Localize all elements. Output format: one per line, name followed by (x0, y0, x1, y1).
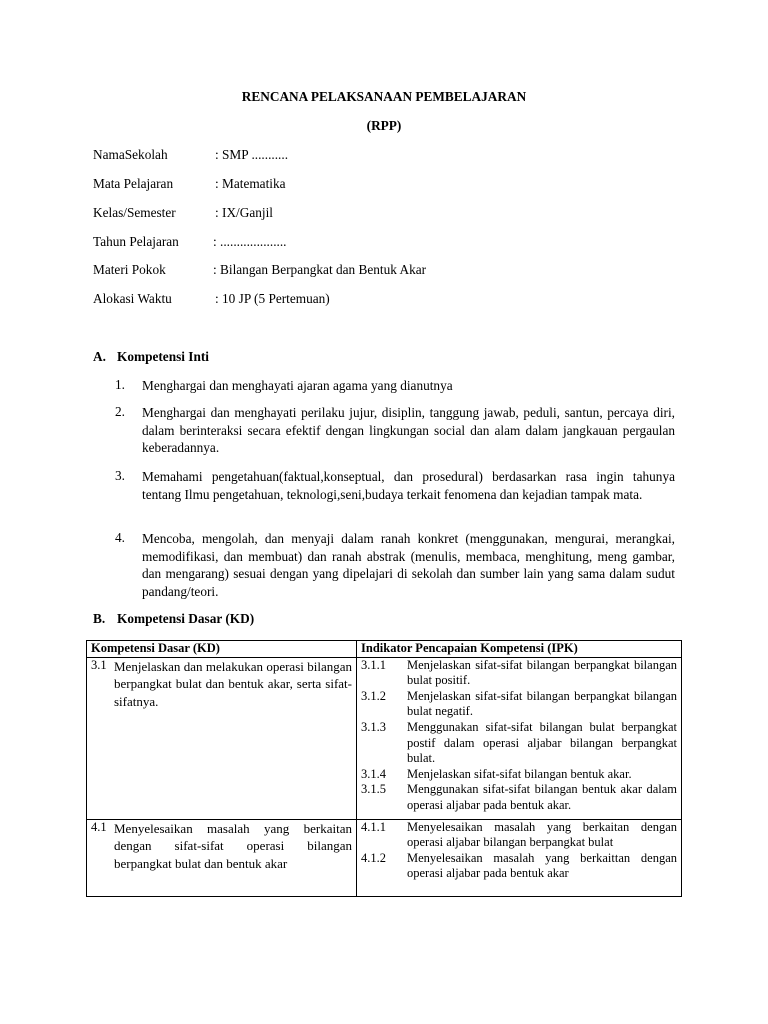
info-label: Alokasi Waktu (93, 291, 172, 306)
ipk-cell (357, 819, 682, 896)
ipk-number: 3.1.3 (361, 719, 386, 734)
list-item-number: 4. (115, 530, 125, 545)
ipk-number: 3.1.5 (361, 782, 386, 797)
section-title: Kompetensi Inti (117, 349, 209, 364)
kd-number: 4.1 (91, 819, 107, 834)
info-value: : Bilangan Berpangkat dan Bentuk Akar (213, 262, 427, 277)
info-value: : SMP ........... (215, 147, 289, 162)
ipk-text: Menjelaskan sifat-sifat bilangan bentuk akar. (407, 766, 632, 781)
ipk-text: Menggunakan sifat-sifat bilangan bentuk akar dalam operasi aljabar pada bentuk akar. (407, 782, 677, 812)
list-item (115, 404, 675, 457)
list-item-text: Memahami pengetahuan(faktual,konseptual, dan prosedural) berdasarkan rasa ingin tahunya tentang Ilmu pengetahuan, teknologi,seni,budaya terkait fenomena dan kejadian tampak mata. (142, 469, 675, 502)
table-header-row (87, 641, 682, 658)
document-subtitle: (RPP) (366, 118, 402, 133)
kd-number: 3.1 (91, 657, 107, 672)
ipk-text: Menyelesaikan masalah yang berkaittan dengan operasi aljabar pada bentuk akar (407, 850, 677, 881)
table-row (87, 657, 682, 819)
kd-cell (87, 819, 357, 896)
kd-text: Menjelaskan dan melakukan operasi bilangan berpangkat bulat dan bentuk akar, serta sifat-sifatnya. (114, 658, 352, 709)
info-value: : 10 JP (5 Pertemuan) (215, 291, 330, 306)
ipk-item (361, 820, 677, 851)
table-row (87, 819, 682, 896)
section-b-heading (93, 611, 254, 627)
ipk-item (361, 658, 677, 689)
info-label: Materi Pokok (93, 262, 166, 277)
ipk-item (361, 767, 677, 783)
ipk-number: 4.1.1 (361, 819, 386, 834)
kd-cell (87, 657, 357, 819)
table-header-kd: Kompetensi Dasar (KD) (87, 641, 357, 658)
list-item-number: 1. (115, 377, 125, 392)
list-item-number: 3. (115, 468, 125, 483)
info-label: NamaSekolah (93, 147, 168, 162)
list-item-number: 2. (115, 404, 125, 419)
ipk-item (361, 720, 677, 767)
ipk-text: Menggunakan sifat-sifat bilangan bulat berpangkat postif dalam operasi aljabar bilangan berpangkat bulat. (407, 719, 677, 766)
section-title: Kompetensi Dasar (KD) (117, 611, 255, 626)
info-label: Kelas/Semester (93, 205, 176, 220)
ipk-number: 3.1.2 (361, 688, 386, 703)
info-value: : .................... (213, 234, 287, 249)
ipk-number: 3.1.4 (361, 766, 386, 781)
ipk-number: 4.1.2 (361, 850, 386, 865)
document-title: RENCANA PELAKSANAAN PEMBELAJARAN (241, 89, 527, 104)
ipk-text: Menjelaskan sifat-sifat bilangan berpangkat bilangan bulat negatif. (407, 688, 677, 719)
section-a-heading (93, 349, 209, 365)
ipk-number: 3.1.1 (361, 657, 386, 672)
info-value: : Matematika (215, 176, 286, 191)
list-item (115, 468, 675, 503)
list-item-text: Mencoba, mengolah, dan menyaji dalam ranah konkret (menggunakan, mengurai, merangkai, memodifikasi, dan membuat) dan ranah abstrak (menulis, membaca, menghitung, meng gambar, dan mengarang) sesuai dengan yang dipelajari di sekolah dan sumber lain yang sama dalam sudut pandang/teori. (142, 531, 675, 599)
list-item-text: Menghargai dan menghayati perilaku jujur, disiplin, tanggung jawab, peduli, santun, percaya diri, dalam berinteraksi secara efektif dengan lingkungan social dan alam dalam jangkauan pergaulan keberadannya. (142, 405, 675, 455)
ipk-item (361, 851, 677, 882)
info-label: Tahun Pelajaran (93, 234, 179, 249)
section-number: A. (93, 349, 106, 364)
ipk-item (361, 689, 677, 720)
ipk-item (361, 782, 677, 813)
list-item (115, 377, 675, 395)
list-item (115, 530, 675, 600)
section-number: B. (93, 611, 106, 626)
info-label: Mata Pelajaran (93, 176, 174, 191)
table-header-ipk: Indikator Pencapaian Kompetensi (IPK) (357, 641, 682, 658)
kd-table (86, 640, 682, 897)
ipk-text: Menjelaskan sifat-sifat bilangan berpangkat bilangan bulat positif. (407, 657, 677, 688)
ipk-cell (357, 657, 682, 819)
info-value: : IX/Ganjil (215, 205, 273, 220)
list-item-text: Menghargai dan menghayati ajaran agama yang dianutnya (142, 378, 453, 393)
kd-text: Menyelesaikan masalah yang berkaitan dengan sifat-sifat operasi bilangan berpangkat bulat dan bentuk akar (114, 820, 352, 871)
ipk-text: Menyelesaikan masalah yang berkaitan dengan operasi aljabar bilangan berpangkat bulat (407, 819, 677, 850)
